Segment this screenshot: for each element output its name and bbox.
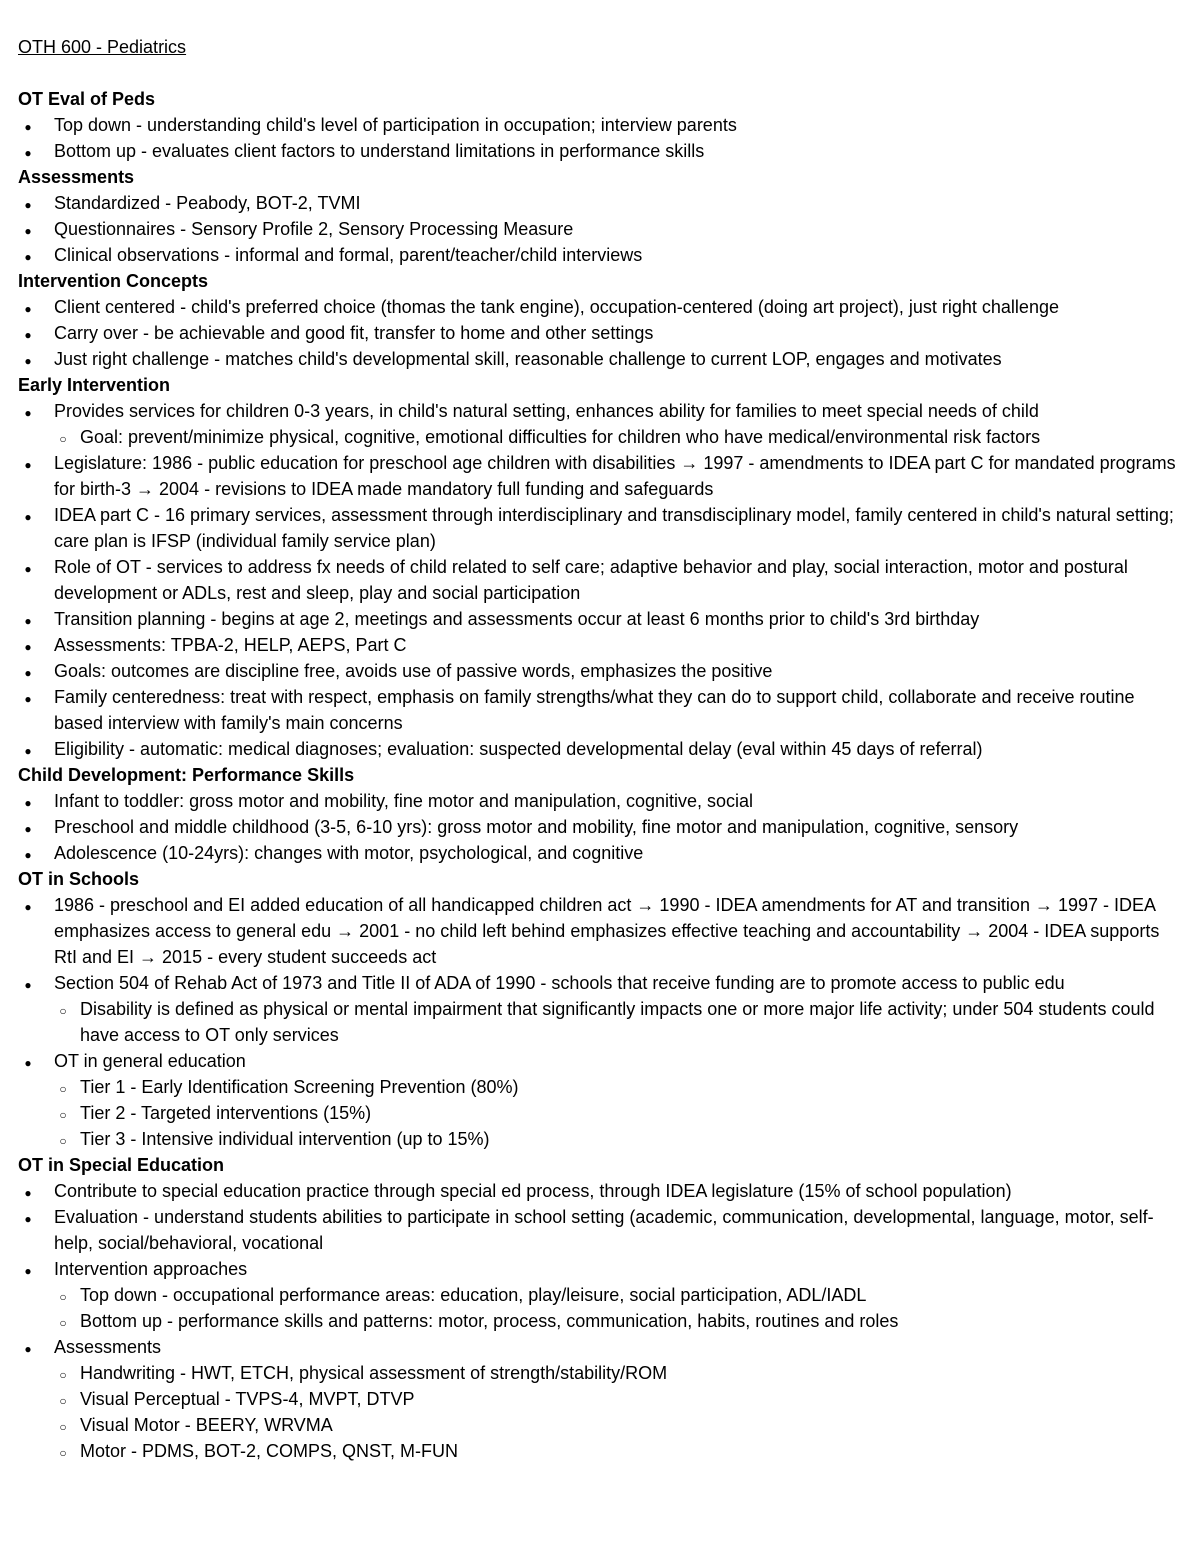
section-heading: OT in Special Education [18, 1155, 225, 1175]
bullet-icon [21, 1178, 35, 1206]
sub-list-item-text: Tier 2 - Targeted interventions (15%) [80, 1103, 372, 1123]
hollow-bullet-icon [56, 1308, 70, 1336]
list-item-text: Client centered - child's preferred choice (thomas the tank engine), occupation-centered (doing art project), just right challenge [54, 297, 1059, 317]
list-item-text: Standardized - Peabody, BOT-2, TVMI [54, 193, 361, 213]
list-item [18, 554, 1182, 606]
list-item-text: Section 504 of Rehab Act of 1973 and Title II of ADA of 1990 - schools that receive funding are to promote access to public edu [54, 973, 1065, 993]
bullet-icon [21, 242, 35, 270]
sub-list-item [54, 1386, 1182, 1412]
hollow-bullet-icon [56, 1386, 70, 1414]
list-item-text: Evaluation - understand students abilities to participate in school setting (academic, communication, developmental, language, motor, self-help, social/behavioral, vocational [54, 1207, 1154, 1253]
list-item-text: Goals: outcomes are discipline free, avoids use of passive words, emphasizes the positive [54, 661, 773, 681]
bullet-icon [21, 216, 35, 244]
hollow-bullet-icon [56, 1126, 70, 1154]
sub-list-item [54, 1100, 1182, 1126]
sub-list-item [54, 1126, 1182, 1152]
hollow-bullet-icon [56, 1360, 70, 1388]
list-item [18, 502, 1182, 554]
sub-list-item-text: Tier 1 - Early Identification Screening Prevention (80%) [80, 1077, 519, 1097]
bullet-icon [21, 892, 35, 920]
bullet-icon [21, 970, 35, 998]
sub-list-item [54, 1308, 1182, 1334]
sub-bullet-list [54, 424, 1182, 450]
bullet-icon [21, 502, 35, 530]
list-item-text: Role of OT - services to address fx needs of child related to self care; adaptive behavior and play, social interaction, motor and postural development or ADLs, rest and sleep, play and social participation [54, 557, 1128, 603]
sub-list-item-text: Handwriting - HWT, ETCH, physical assessment of strength/stability/ROM [80, 1363, 668, 1383]
document-body [18, 86, 1182, 1464]
list-item [18, 1048, 1182, 1152]
hollow-bullet-icon [56, 424, 70, 452]
list-item [18, 814, 1182, 840]
list-item [18, 320, 1182, 346]
list-item-text: Legislature: 1986 - public education for preschool age children with disabilities → 1997 - amendments to IDEA part C for mandated programs for birth-3 → 2004 - revisions to IDEA made mandatory full funding and safeguards [54, 453, 1176, 499]
bullet-list [18, 190, 1182, 268]
bullet-icon [21, 346, 35, 374]
bullet-list [18, 398, 1182, 762]
hollow-bullet-icon [56, 1282, 70, 1310]
list-item-text: Eligibility - automatic: medical diagnoses; evaluation: suspected developmental delay (eval within 45 days of referral) [54, 739, 983, 759]
list-item [18, 190, 1182, 216]
list-item [18, 346, 1182, 372]
list-item-text: Questionnaires - Sensory Profile 2, Sensory Processing Measure [54, 219, 574, 239]
bullet-icon [21, 112, 35, 140]
section-heading: Child Development: Performance Skills [18, 765, 355, 785]
list-item [18, 1334, 1182, 1464]
list-item-text: Preschool and middle childhood (3-5, 6-10 yrs): gross motor and mobility, fine motor and manipulation, cognitive, sensory [54, 817, 1019, 837]
bullet-icon [21, 1048, 35, 1076]
bullet-icon [21, 1204, 35, 1232]
bullet-icon [21, 1256, 35, 1284]
bullet-icon [21, 554, 35, 582]
list-item-text: Carry over - be achievable and good fit, transfer to home and other settings [54, 323, 654, 343]
sub-list-item-text: Top down - occupational performance areas: education, play/leisure, social participation, ADL/IADL [80, 1285, 867, 1305]
sub-list-item-text: Bottom up - performance skills and patterns: motor, process, communication, habits, routines and roles [80, 1311, 899, 1331]
list-item-text: 1986 - preschool and EI added education of all handicapped children act → 1990 - IDEA amendments for AT and transition → 1997 - IDEA emphasizes access to general edu → 2001 - no child left behind emphasizes effective teaching and accountability → 2004 - IDEA supports RtI and EI → 2015 - every student succeeds act [54, 895, 1160, 967]
sub-list-item-text: Visual Motor - BEERY, WRVMA [80, 1415, 333, 1435]
list-item-text: Assessments: TPBA-2, HELP, AEPS, Part C [54, 635, 407, 655]
list-item [18, 632, 1182, 658]
sub-bullet-list [54, 1282, 1182, 1334]
sub-list-item [54, 424, 1182, 450]
bullet-icon [21, 736, 35, 764]
bullet-icon [21, 1334, 35, 1362]
sub-bullet-list [54, 1074, 1182, 1152]
bullet-list [18, 892, 1182, 1152]
document-title: OTH 600 - Pediatrics [18, 37, 187, 57]
bullet-icon [21, 788, 35, 816]
sub-list-item-text: Visual Perceptual - TVPS-4, MVPT, DTVP [80, 1389, 415, 1409]
list-item-text: Provides services for children 0-3 years, in child's natural setting, enhances ability for families to meet special needs of child [54, 401, 1039, 421]
list-item [18, 1178, 1182, 1204]
list-item-text: Infant to toddler: gross motor and mobility, fine motor and manipulation, cognitive, social [54, 791, 754, 811]
hollow-bullet-icon [56, 1438, 70, 1466]
bullet-icon [21, 684, 35, 712]
bullet-list [18, 112, 1182, 164]
bullet-list [18, 1178, 1182, 1464]
section-heading: Early Intervention [18, 375, 171, 395]
list-item-text: IDEA part C - 16 primary services, assessment through interdisciplinary and transdisciplinary model, family centered in child's natural setting; care plan is IFSP (individual family service plan) [54, 505, 1174, 551]
list-item-text: Just right challenge - matches child's developmental skill, reasonable challenge to current LOP, engages and motivates [54, 349, 1002, 369]
sub-list-item [54, 1438, 1182, 1464]
sub-list-item-text: Tier 3 - Intensive individual intervention (up to 15%) [80, 1129, 490, 1149]
hollow-bullet-icon [56, 1412, 70, 1440]
list-item [18, 216, 1182, 242]
hollow-bullet-icon [56, 1100, 70, 1128]
sub-list-item [54, 996, 1182, 1048]
bullet-icon [21, 320, 35, 348]
list-item-text: Assessments [54, 1337, 162, 1357]
list-item-text: OT in general education [54, 1051, 246, 1071]
list-item-text: Family centeredness: treat with respect, emphasis on family strengths/what they can do to support child, collaborate and receive routine based interview with family's main concerns [54, 687, 1135, 733]
sub-list-item-text: Motor - PDMS, BOT-2, COMPS, QNST, M-FUN [80, 1441, 459, 1461]
sub-list-item [54, 1282, 1182, 1308]
list-item [18, 840, 1182, 866]
list-item-text: Adolescence (10-24yrs): changes with motor, psychological, and cognitive [54, 843, 644, 863]
list-item-text: Transition planning - begins at age 2, meetings and assessments occur at least 6 months prior to child's 3rd birthday [54, 609, 980, 629]
sub-list-item [54, 1412, 1182, 1438]
list-item [18, 658, 1182, 684]
bullet-icon [21, 840, 35, 868]
list-item-text: Bottom up - evaluates client factors to understand limitations in performance skills [54, 141, 705, 161]
list-item [18, 242, 1182, 268]
list-item [18, 1204, 1182, 1256]
bullet-icon [21, 658, 35, 686]
list-item-text: Top down - understanding child's level of participation in occupation; interview parents [54, 115, 737, 135]
sub-bullet-list [54, 996, 1182, 1048]
section-heading: OT in Schools [18, 869, 140, 889]
list-item [18, 398, 1182, 450]
list-item-text: Clinical observations - informal and formal, parent/teacher/child interviews [54, 245, 643, 265]
bullet-icon [21, 814, 35, 842]
list-item [18, 450, 1182, 502]
list-item [18, 788, 1182, 814]
list-item [18, 970, 1182, 1048]
list-item [18, 138, 1182, 164]
bullet-list [18, 788, 1182, 866]
list-item [18, 892, 1182, 970]
sub-list-item [54, 1360, 1182, 1386]
bullet-icon [21, 138, 35, 166]
section-heading: OT Eval of Peds [18, 89, 156, 109]
section-heading: Intervention Concepts [18, 271, 209, 291]
list-item [18, 606, 1182, 632]
list-item [18, 684, 1182, 736]
list-item-text: Contribute to special education practice through special ed process, through IDEA legislature (15% of school population) [54, 1181, 1012, 1201]
hollow-bullet-icon [56, 996, 70, 1024]
bullet-icon [21, 190, 35, 218]
sub-list-item [54, 1074, 1182, 1100]
bullet-icon [21, 632, 35, 660]
sub-list-item-text: Disability is defined as physical or mental impairment that significantly impacts one or more major life activity; under 504 students could have access to OT only services [80, 999, 1155, 1045]
hollow-bullet-icon [56, 1074, 70, 1102]
bullet-icon [21, 606, 35, 634]
list-item [18, 294, 1182, 320]
list-item [18, 1256, 1182, 1334]
list-item [18, 736, 1182, 762]
bullet-icon [21, 398, 35, 426]
sub-bullet-list [54, 1360, 1182, 1464]
bullet-icon [21, 294, 35, 322]
list-item-text: Intervention approaches [54, 1259, 248, 1279]
list-item [18, 112, 1182, 138]
bullet-list [18, 294, 1182, 372]
bullet-icon [21, 450, 35, 478]
section-heading: Assessments [18, 167, 135, 187]
sub-list-item-text: Goal: prevent/minimize physical, cognitive, emotional difficulties for children who have medical/environmental risk factors [80, 427, 1041, 447]
